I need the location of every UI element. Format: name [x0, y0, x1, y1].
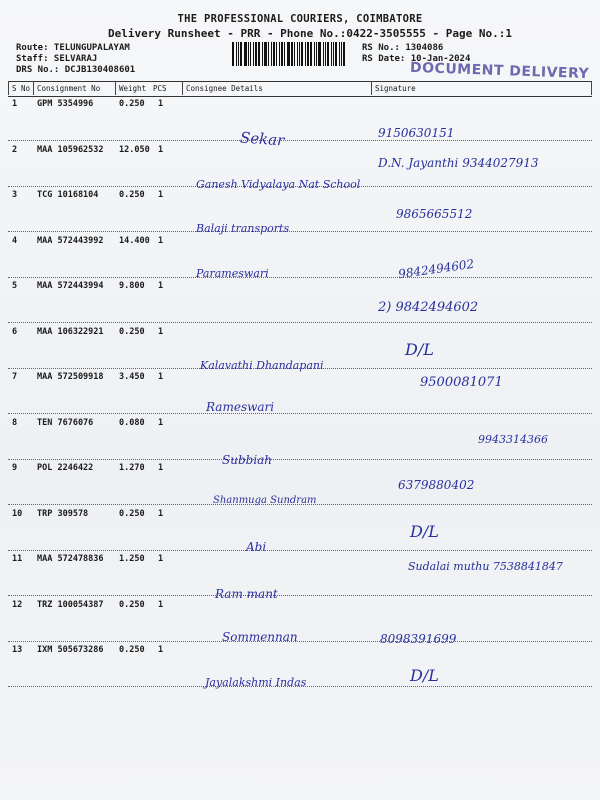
- cell-pcs: 1: [158, 281, 164, 291]
- handwritten-signature: D/L: [410, 522, 439, 541]
- handwritten-consignee: Kalavathi Dhandapani: [200, 359, 324, 372]
- route-label: Route: TELUNGUPALAYAM: [16, 43, 130, 53]
- divider: [33, 81, 34, 95]
- col-sno: S No: [12, 84, 31, 93]
- barcode-bar: [287, 42, 290, 66]
- table-row: [8, 277, 592, 323]
- cell-consignment-no: TEN 7676076: [37, 417, 94, 428]
- handwritten-signature: D/L: [405, 340, 434, 359]
- handwritten-consignee: Shanmuga Sundram: [213, 495, 317, 506]
- cell-weight: 0.250: [119, 508, 145, 519]
- barcode-bar: [276, 42, 277, 66]
- barcode-bar: [250, 42, 251, 66]
- cell-pcs: 1: [158, 463, 164, 473]
- runsheet-table: [8, 81, 592, 701]
- handwritten-consignee: Ram mant: [215, 587, 278, 601]
- handwritten-signature: 9150630151: [378, 126, 455, 140]
- cell-sno: 11: [12, 554, 23, 564]
- barcode-bar: [294, 42, 295, 66]
- cell-sno: 8: [12, 417, 18, 428]
- cell-pcs: 1: [158, 508, 164, 519]
- handwritten-consignee: Balaji transports: [196, 222, 290, 235]
- barcode-bar: [253, 42, 254, 66]
- divider: [182, 81, 183, 95]
- cell-sno: 9: [12, 463, 18, 473]
- barcode-bar: [258, 42, 260, 66]
- cell-consignment-no: GPM 5354996: [37, 99, 94, 109]
- cell-consignment-no: TCG 10168104: [37, 190, 99, 200]
- cell-weight: 0.250: [119, 599, 145, 610]
- handwritten-signature: 8098391699: [380, 632, 457, 646]
- barcode-bar: [305, 42, 306, 66]
- barcode-bar: [273, 42, 275, 66]
- table-row: [8, 550, 592, 596]
- handwritten-consignee: Sekar: [239, 128, 285, 150]
- barcode-bar: [325, 42, 326, 66]
- barcode: [232, 42, 352, 66]
- barcode-bar: [335, 42, 337, 66]
- barcode-bar: [255, 42, 257, 66]
- handwritten-consignee: Ganesh Vidyalaya Nat School: [196, 178, 361, 191]
- barcode-bar: [262, 42, 263, 66]
- table-row: [8, 232, 592, 278]
- staff-label: Staff: SELVARAJ: [16, 54, 98, 64]
- rs-number: RS No.: 1304086: [362, 43, 444, 53]
- barcode-bar: [341, 42, 342, 66]
- barcode-bar: [279, 42, 280, 66]
- cell-pcs: 1: [158, 417, 164, 428]
- cell-weight: 9.800: [119, 281, 145, 291]
- drs-label: DRS No.: DCJB130408601: [16, 65, 136, 75]
- cell-sno: 12: [12, 599, 23, 610]
- cell-sno: 13: [12, 645, 23, 655]
- handwritten-signature: 2) 9842494602: [378, 300, 479, 315]
- barcode-bar: [264, 42, 267, 66]
- barcode-bar: [236, 42, 237, 66]
- cell-sno: 3: [12, 190, 18, 200]
- handwritten-signature: 6379880402: [398, 478, 475, 492]
- barcode-bar: [333, 42, 334, 66]
- cell-consignment-no: MAA 106322921: [37, 326, 104, 337]
- cell-weight: 0.080: [119, 417, 145, 428]
- cell-weight: 0.250: [119, 190, 145, 200]
- cell-sno: 2: [12, 144, 18, 155]
- cell-weight: 0.250: [119, 99, 145, 109]
- cell-consignment-no: MAA 572443992: [37, 235, 104, 246]
- handwritten-signature: D/L: [410, 666, 439, 685]
- cell-pcs: 1: [158, 190, 164, 200]
- handwritten-signature: 9943314366: [478, 433, 548, 446]
- cell-sno: 4: [12, 235, 18, 246]
- barcode-bar: [268, 42, 269, 66]
- cell-weight: 0.250: [119, 645, 145, 655]
- barcode-bar: [307, 42, 309, 66]
- cell-sno: 7: [12, 372, 18, 382]
- barcode-bar: [327, 42, 329, 66]
- barcode-bar: [331, 42, 332, 66]
- cell-weight: 3.450: [119, 372, 145, 382]
- cell-pcs: 1: [158, 99, 164, 109]
- barcode-bar: [297, 42, 298, 66]
- handwritten-consignee: Subbiah: [222, 453, 273, 467]
- cell-weight: 1.250: [119, 554, 145, 564]
- barcode-bar: [323, 42, 324, 66]
- col-signature: Signature: [375, 84, 416, 93]
- cell-sno: 10: [12, 508, 23, 519]
- col-consignment: Consignment No: [37, 84, 101, 93]
- barcode-bar: [238, 42, 239, 66]
- table-row: [8, 368, 592, 414]
- document-subtitle: Delivery Runsheet - PRR - Phone No.:0422-3505555 - Page No.:1: [108, 27, 512, 40]
- handwritten-signature: 9865665512: [396, 207, 473, 221]
- cell-pcs: 1: [158, 554, 164, 564]
- handwritten-consignee: Abi: [246, 540, 267, 554]
- cell-consignment-no: TRP 309578: [37, 508, 89, 519]
- handwritten-consignee: Rameswari: [206, 400, 275, 414]
- cell-pcs: 1: [158, 144, 164, 155]
- cell-pcs: 1: [158, 645, 164, 655]
- barcode-bar: [318, 42, 321, 66]
- cell-consignment-no: TRZ 100054387: [37, 599, 104, 610]
- barcode-bar: [291, 42, 293, 66]
- cell-consignment-no: POL 2246422: [37, 463, 94, 473]
- barcode-bar: [316, 42, 317, 66]
- table-row: [8, 186, 592, 232]
- divider: [371, 81, 372, 95]
- table-row: [8, 596, 592, 642]
- barcode-bar: [314, 42, 315, 66]
- barcode-bar: [240, 42, 242, 66]
- barcode-bar: [299, 42, 300, 66]
- divider: [8, 81, 9, 95]
- barcode-bar: [284, 42, 285, 66]
- barcode-bar: [301, 42, 303, 66]
- handwritten-consignee: Parameswari: [196, 267, 269, 280]
- cell-consignment-no: IXM 505673286: [37, 645, 104, 655]
- document-delivery-stamp: DOCUMENT DELIVERY: [409, 59, 590, 83]
- barcode-bar: [339, 42, 340, 66]
- handwritten-signature: D.N. Jayanthi 9344027913: [378, 156, 539, 170]
- divider: [115, 81, 116, 95]
- barcode-bar: [310, 42, 312, 66]
- barcode-bar: [343, 42, 345, 66]
- document-title: THE PROFESSIONAL COURIERS, COIMBATORE: [177, 13, 423, 25]
- divider: [591, 81, 592, 95]
- table-row: [8, 505, 592, 551]
- handwritten-signature: 9500081071: [420, 375, 503, 390]
- col-consignee: Consignee Details: [186, 84, 263, 93]
- barcode-bar: [271, 42, 272, 66]
- handwritten-signature: 9842494602: [397, 256, 475, 282]
- col-pcs: PCS: [153, 84, 167, 93]
- barcode-bar: [248, 42, 249, 66]
- cell-pcs: 1: [158, 326, 164, 337]
- cell-sno: 1: [12, 99, 18, 109]
- handwritten-consignee: Sommennan: [222, 630, 298, 644]
- cell-sno: 5: [12, 281, 18, 291]
- cell-pcs: 1: [158, 372, 164, 382]
- cell-sno: 6: [12, 326, 18, 337]
- cell-weight: 12.050: [119, 144, 150, 155]
- cell-consignment-no: MAA 572478836: [37, 554, 104, 564]
- rs-date: RS Date: 10-Jan-2024: [362, 54, 471, 64]
- barcode-bar: [232, 42, 234, 66]
- cell-pcs: 1: [158, 235, 164, 246]
- col-weight: Weight: [119, 84, 147, 93]
- barcode-bar: [281, 42, 283, 66]
- cell-consignment-no: MAA 572443994: [37, 281, 104, 291]
- barcode-bar: [244, 42, 247, 66]
- cell-weight: 0.250: [119, 326, 145, 337]
- table-row: [8, 95, 592, 141]
- handwritten-signature: Sudalai muthu 7538841847: [408, 560, 563, 573]
- cell-weight: 14.400: [119, 235, 150, 246]
- cell-weight: 1.270: [119, 463, 145, 473]
- cell-pcs: 1: [158, 599, 164, 610]
- cell-consignment-no: MAA 572509918: [37, 372, 104, 382]
- handwritten-extra: Jayalakshmi Indas: [205, 676, 307, 689]
- cell-consignment-no: MAA 105962532: [37, 144, 104, 155]
